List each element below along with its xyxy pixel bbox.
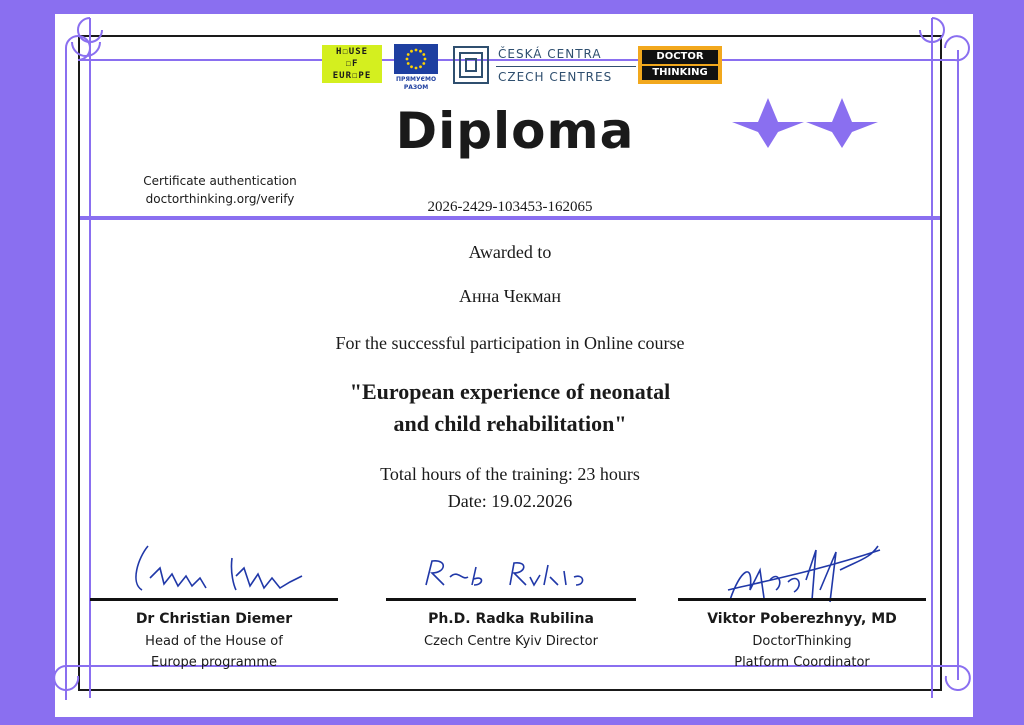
signature-line-1 bbox=[90, 598, 338, 601]
award-date: Date: 19.02.2026 bbox=[447, 491, 573, 511]
signatory-name-1: Dr Christian Diemer bbox=[135, 611, 293, 627]
signature-line-2 bbox=[386, 598, 636, 601]
verification-label: Certificate authentication bbox=[143, 174, 297, 188]
signature-line-3 bbox=[678, 598, 926, 601]
diploma-title: Diploma bbox=[395, 102, 635, 160]
signatory-role-1: Head of the House of Europe programme bbox=[145, 634, 283, 670]
signatory-role-2: Czech Centre Kyiv Director bbox=[424, 634, 598, 649]
verification-url[interactable]: doctorthinking.org/verify bbox=[145, 192, 295, 206]
czech-centres-mark-icon bbox=[452, 45, 490, 85]
awarded-label: Awarded to bbox=[468, 242, 552, 262]
signatory-role-3: DoctorThinking Platform Coordinator bbox=[734, 634, 870, 670]
training-hours: Total hours of the training: 23 hours bbox=[380, 464, 640, 484]
stars-icon bbox=[732, 98, 878, 150]
header-divider bbox=[80, 216, 940, 220]
signatory-name-3: Viktor Poberezhnyy, MD bbox=[707, 611, 897, 627]
house-of-europe-logo: H☐USE ☐F EUR☐PE bbox=[322, 45, 382, 83]
signature-diemer bbox=[120, 538, 320, 598]
signature-poberezhnyy bbox=[720, 540, 890, 620]
verification-info bbox=[110, 172, 330, 208]
eu-flag-logo bbox=[394, 44, 438, 74]
signatory-name-2: Ph.D. Radka Rubilina bbox=[428, 611, 594, 627]
participation-text: For the successful participation in Online course bbox=[335, 333, 685, 353]
eu-caption: ПРЯМУЄМО РАЗОМ bbox=[395, 76, 437, 91]
recipient-name: Анна Чекман bbox=[458, 286, 562, 306]
czech-centres-line1: ČESKÁ CENTRA bbox=[498, 47, 602, 61]
eu-stars-icon bbox=[394, 44, 438, 74]
doctor-thinking-logo: DOCTOR THINKING bbox=[638, 46, 722, 84]
czech-centres-rule bbox=[496, 66, 636, 67]
czech-centres-line2: CZECH CENTRES bbox=[498, 70, 613, 84]
certificate-id: 2026-2429-103453-162065 bbox=[427, 199, 593, 215]
signature-rubilina bbox=[418, 555, 598, 595]
course-title: "European experience of neonatal and child rehabilitation" bbox=[349, 379, 671, 436]
